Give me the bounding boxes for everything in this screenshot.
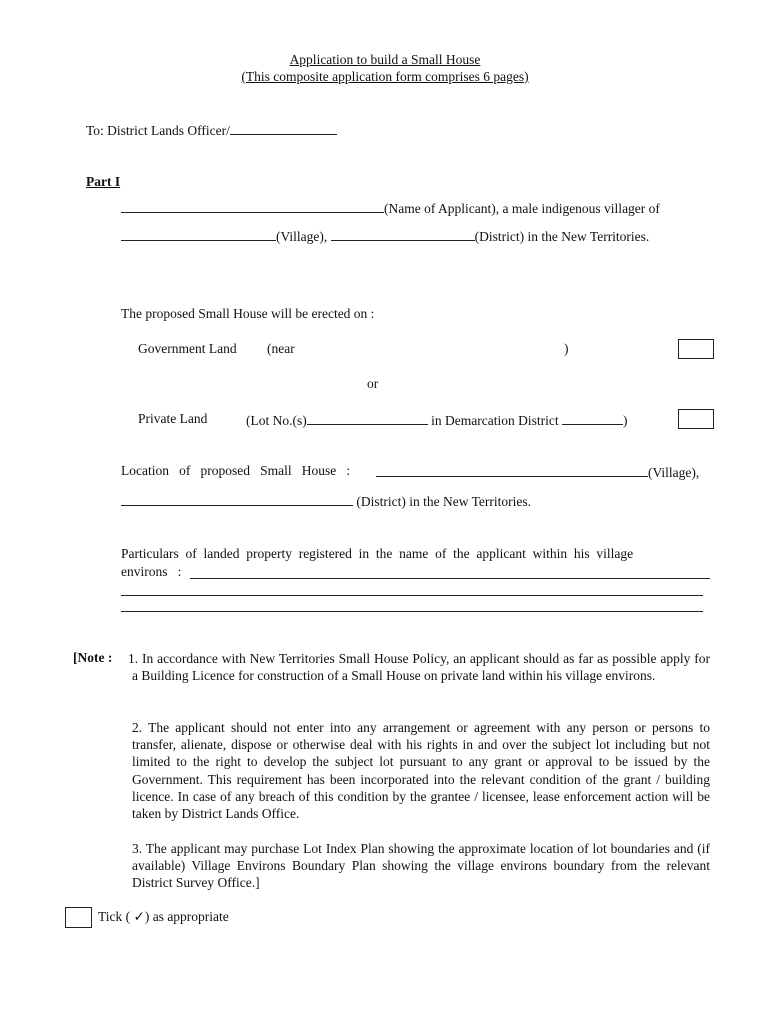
demarcation-close: ): [622, 413, 628, 428]
demarcation-district-field[interactable]: [562, 411, 623, 425]
gov-land-label: Government Land: [138, 341, 237, 356]
tick-legend-box: [65, 907, 92, 928]
note-2: 2. The applicant should not enter into any arrangement or agreement with any person or persons to transfer, alienate, dispose or otherwise deal with his rights in and over the subject lot including but not limited to the right to develop the subject lot pursuant to any grant or approval to be issued by the Government. This requirement has been incorporated into the relevant condition of the grant / building licence. In case of any breach of this condition by the grantee / licensee, lease enforcement action will be taken by District Lands Office.: [132, 720, 710, 822]
applicant-name-label: (Name of Applicant), a male indigenous villager of: [384, 201, 660, 216]
note-1: 1. In accordance with New Territories Small House Policy, an applicant should as far as possible apply for a Building Licence for construction of a Small House on private land within his village environs.: [128, 651, 710, 684]
particulars-line1: Particulars of landed property registered in the name of the applicant within his village: [121, 546, 634, 561]
part-heading: Part I: [86, 174, 121, 189]
demarcation-label: in Demarcation District: [431, 413, 559, 428]
lot-number-field[interactable]: [307, 411, 428, 425]
note-3: 3. The applicant may purchase Lot Index Plan showing the approximate location of lot boundaries and (if available) Village Environs Boundary Plan showing the village environs boundary from the relevant District Survey Office.]: [132, 841, 710, 891]
near-open: (near: [267, 341, 295, 356]
gov-land-checkbox[interactable]: [678, 339, 714, 359]
tick-legend-text: Tick ( ✓) as appropriate: [98, 909, 229, 924]
applicant-line: [121, 199, 660, 217]
particulars-field-3[interactable]: [121, 611, 703, 612]
form-subtitle: (This composite application form comprises 6 pages): [241, 69, 529, 84]
location-label: Location of proposed Small House :: [121, 463, 351, 478]
village-district-line: [121, 227, 649, 245]
location-district-field[interactable]: [121, 492, 353, 506]
site-intro: The proposed Small House will be erected on :: [121, 306, 375, 321]
location-village-field[interactable]: [376, 463, 648, 477]
lot-label: (Lot No.(s): [246, 413, 307, 428]
addressee-line: [86, 121, 337, 139]
note-label: [Note :: [73, 650, 113, 665]
location-district-line: [121, 492, 531, 510]
location-village-label: (Village),: [648, 465, 700, 480]
applicant-district-field[interactable]: [331, 227, 475, 241]
applicant-district-label: (District) in the New Territories.: [474, 229, 650, 244]
form-title: Application to build a Small House: [289, 52, 481, 67]
particulars-field-2[interactable]: [121, 595, 703, 596]
applicant-village-field[interactable]: [121, 227, 276, 241]
particulars-field-1[interactable]: [190, 578, 710, 579]
private-land-checkbox[interactable]: [678, 409, 714, 429]
applicant-village-label: (Village),: [276, 229, 328, 244]
applicant-name-field[interactable]: [121, 199, 384, 213]
addressee-label: To: District Lands Officer/: [86, 123, 230, 138]
district-office-field[interactable]: [230, 121, 337, 135]
location-district-label: (District) in the New Territories.: [356, 494, 532, 509]
near-close: ): [564, 341, 569, 356]
location-village-line: [376, 463, 699, 481]
particulars-line2: environs :: [121, 564, 182, 579]
lot-line: [246, 411, 627, 429]
private-land-label: Private Land: [138, 411, 208, 426]
or-label: or: [367, 376, 379, 391]
